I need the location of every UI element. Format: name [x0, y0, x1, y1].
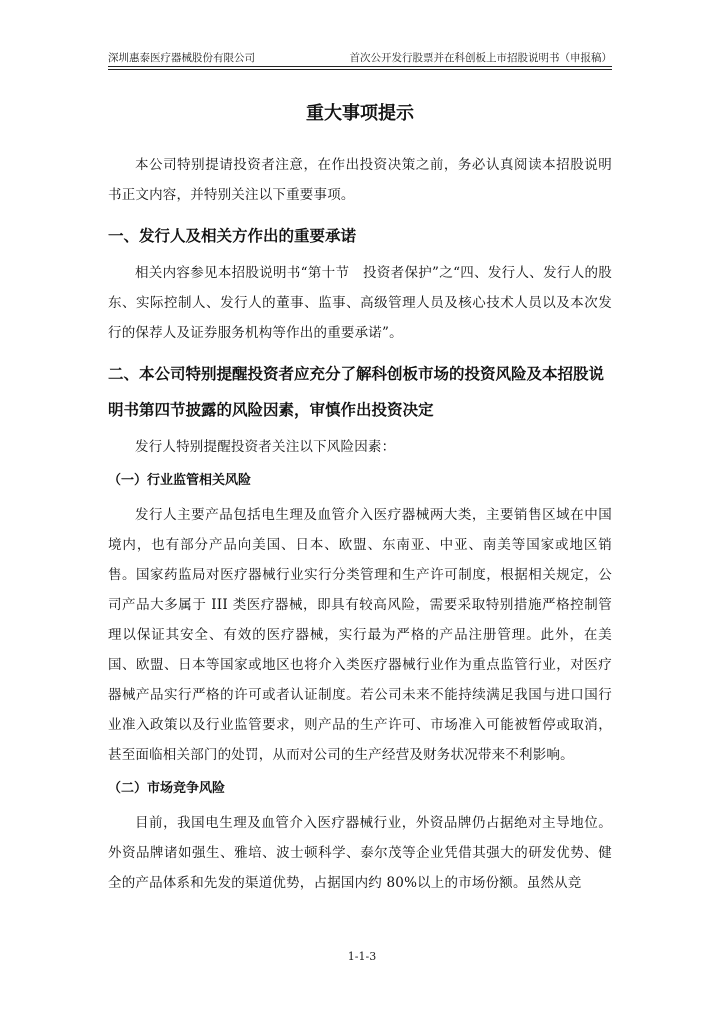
header-rule-top: [108, 66, 612, 67]
page-title: 重大事项提示: [306, 103, 414, 124]
risk1-paragraph: 发行人主要产品包括电生理及血管介入医疗器械两大类，主要销售区域在中国境内，也有部分产品向美国、日本、欧盟、东南亚、中亚、南美等国家或地区销售。国家药监局对医疗器械行业实行分类管理和生产许可制度，根据相关规定，公司产品大多属于 III 类医疗器械，即具有较高风险，需要采取特别措施严格控制管理以保证其安全、有效的医疗器械，实行最为严格的产品注册管理。此外，在美国、欧盟、日本等国家或地区也将介入类医疗器械行业作为重点监管行业，对医疗器械产品实行严格的许可或者认证制度。若公司未来不能持续满足我国与进口国行业准入政策以及行业监管要求，则产品的生产许可、市场准入可能被暂停或取消，甚至面临相关部门的处罚，从而对公司的生产经营及财务状况带来不利影响。: [108, 507, 612, 763]
page-body: [108, 100, 612, 898]
risk2-heading: （二）市场竞争风险: [108, 781, 226, 796]
page-number: 1-1-3: [347, 950, 377, 963]
section1-paragraph: 相关内容参见本招股说明书“第十节 投资者保护”之“四、发行人、发行人的股东、实际控制人、发行人的董事、监事、高级管理人员及核心技术人员以及本次发行的保荐人及证券服务机构等作出的重要承诺”。: [108, 265, 612, 341]
intro-paragraph: 本公司特别提请投资者注意，在作出投资决策之前，务必认真阅读本招股说明书正文内容，并特别关注以下重要事项。: [108, 157, 612, 203]
risk2-paragraph: 目前，我国电生理及血管介入医疗器械行业，外资品牌仍占据绝对主导地位。外资品牌诸如强生、雅培、波士顿科学、泰尔茂等企业凭借其强大的研发优势、健全的产品体系和先发的渠道优势，占据国内约 80%以上的市场份额。虽然从竞: [108, 815, 612, 891]
risk1-heading: （一）行业监管相关风险: [108, 473, 252, 488]
header-rule-bottom: [108, 69, 612, 70]
header-document-title: 首次公开发行股票并在科创板上市招股说明书（申报稿）: [349, 52, 612, 64]
section2-intro: 发行人特别提醒投资者关注以下风险因素：: [135, 439, 396, 455]
section2-heading: 二、本公司特别提醒投资者应充分了解科创板市场的投资风险及本招股说明书第四节披露的风险因素，审慎作出投资决定: [108, 365, 605, 419]
header-company: 深圳惠泰医疗器械股份有限公司: [108, 52, 255, 64]
section1-heading: 一、发行人及相关方作出的重要承诺: [108, 227, 357, 245]
